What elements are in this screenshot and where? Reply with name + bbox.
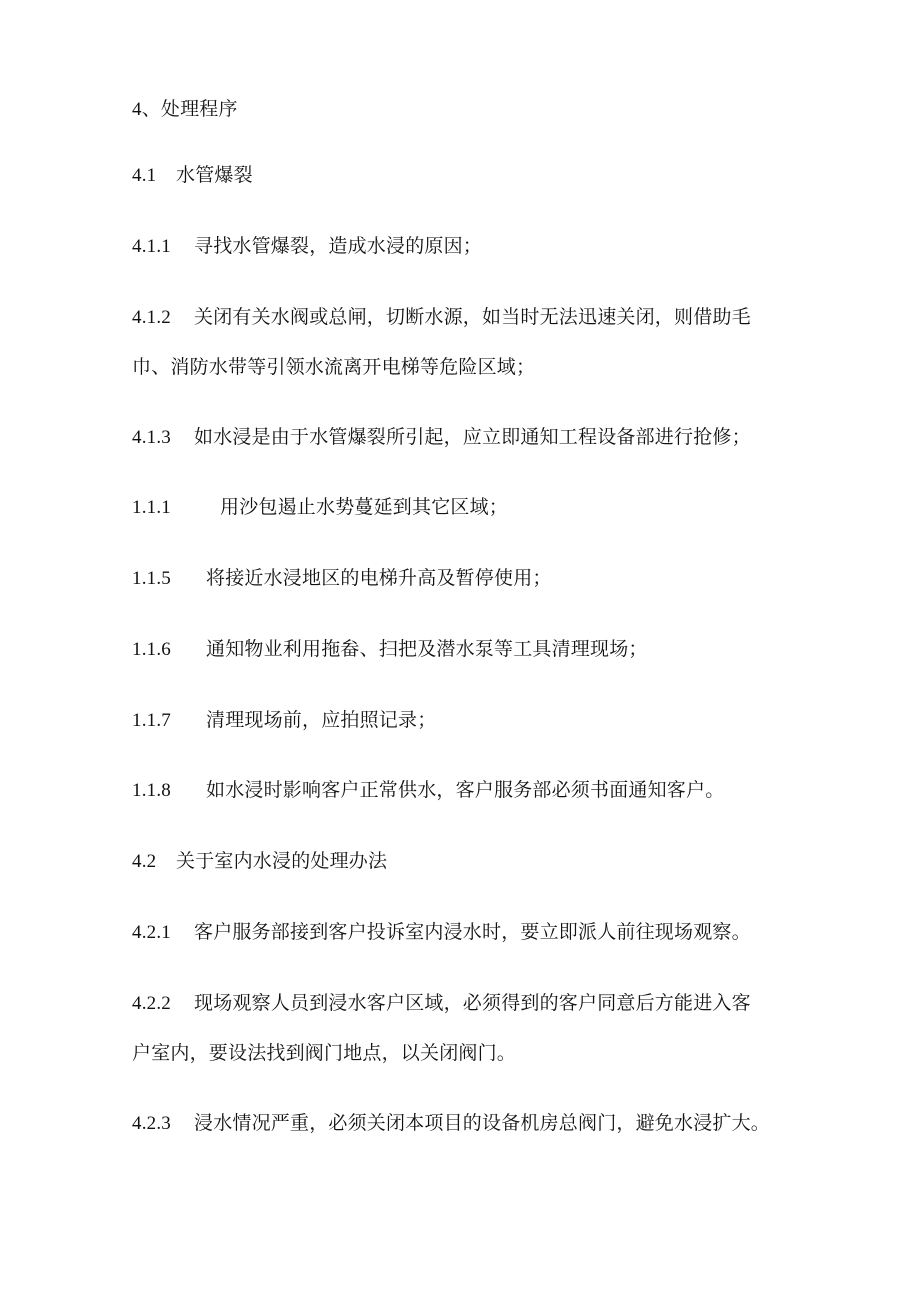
line-number: 4.2.3 [132, 1113, 171, 1134]
line-text: 寻找水管爆裂，造成水浸的原因； [194, 235, 483, 257]
line-text: 如水浸是由于水管爆裂所引起，应立即通知工程设备部进行抢修； [194, 426, 751, 448]
paragraph-line [132, 1110, 770, 1137]
line-text: 关于室内水浸的处理办法 [176, 850, 388, 872]
paragraph-line [132, 424, 751, 451]
heading-text: 处理程序 [160, 98, 238, 120]
line-number: 4.2.1 [132, 922, 171, 943]
line-text: 通知物业利用拖畚、扫把及潜水泵等工具清理现场； [206, 638, 648, 660]
paragraph-line [132, 707, 436, 734]
line-number: 4.1.1 [132, 236, 171, 257]
paragraph-line [132, 304, 751, 331]
line-text: 浸水情况严重，必须关闭本项目的设备机房总阀门，避免水浸扩大。 [194, 1112, 771, 1134]
paragraph-line [132, 233, 482, 260]
heading-number: 4、 [132, 99, 161, 120]
paragraph-line [132, 990, 751, 1017]
subsection-heading [132, 848, 387, 875]
paragraph-line [132, 494, 508, 521]
line-number: 4.1 [132, 165, 157, 186]
line-number: 1.1.6 [132, 639, 171, 660]
paragraph-line [132, 565, 552, 592]
subsection-heading [132, 162, 253, 189]
line-number: 4.2 [132, 851, 157, 872]
paragraph-continuation [132, 354, 535, 380]
line-text: 如水浸时影响客户正常供水，客户服务部必须书面通知客户。 [206, 779, 725, 801]
line-text: 关闭有关水阀或总闸，切断水源，如当时无法迅速关闭，则借助毛 [194, 306, 751, 328]
line-number: 4.1.3 [132, 427, 171, 448]
line-number: 4.2.2 [132, 993, 171, 1014]
line-number: 4.1.2 [132, 307, 171, 328]
line-text: 巾、消防水带等引领水流离开电梯等危险区域； [132, 356, 536, 378]
paragraph-continuation [132, 1040, 516, 1066]
line-text: 清理现场前，应拍照记录； [206, 709, 437, 731]
line-number: 1.1.7 [132, 710, 171, 731]
line-text: 将接近水浸地区的电梯升高及暂停使用； [206, 567, 552, 589]
line-text: 客户服务部接到客户投诉室内浸水时，要立即派人前往现场观察。 [194, 921, 751, 943]
line-number: 1.1.1 [132, 497, 171, 518]
line-text: 用沙包遏止水势蔓延到其它区域； [220, 496, 509, 518]
paragraph-line [132, 636, 648, 663]
line-number: 1.1.8 [132, 780, 171, 801]
line-text: 户室内，要设法找到阀门地点，以关闭阀门。 [132, 1042, 517, 1064]
section-heading [132, 96, 238, 123]
line-text: 水管爆裂 [176, 164, 253, 186]
paragraph-line [132, 919, 751, 946]
line-number: 1.1.5 [132, 568, 171, 589]
paragraph-line [132, 777, 724, 804]
line-text: 现场观察人员到浸水客户区域，必须得到的客户同意后方能进入客 [194, 992, 751, 1014]
